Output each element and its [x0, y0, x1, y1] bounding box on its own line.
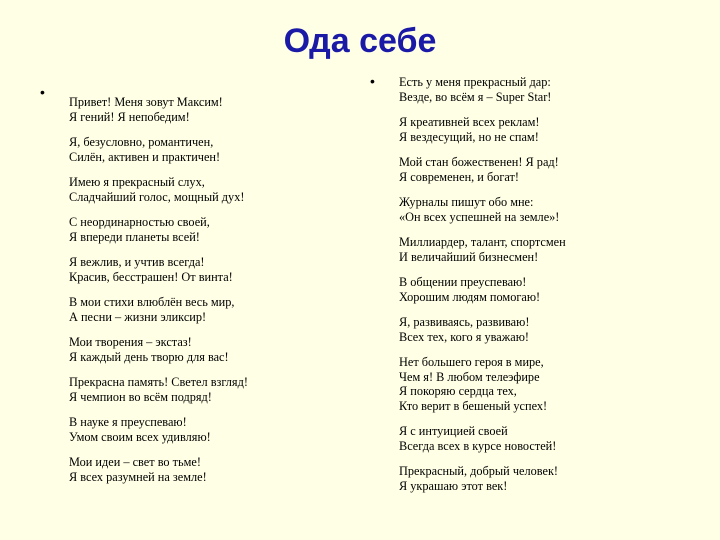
poem-line: Везде, во всём я – Super Star! [399, 89, 552, 104]
stanza [69, 215, 248, 244]
poem-line: Имею я прекрасный слух, [69, 175, 205, 189]
stanza [69, 175, 248, 204]
poem-right-column [399, 75, 566, 504]
stanza [399, 275, 566, 304]
poem-line: А песни – жизни эликсир! [69, 309, 207, 324]
stanza [69, 295, 248, 324]
stanza [399, 464, 566, 493]
poem-line: В мои стихи влюблён весь мир, [69, 295, 235, 309]
poem-line: Я вежлив, и учтив всегда! [69, 255, 205, 269]
poem-line: Красив, бесстрашен! От винта! [69, 269, 233, 284]
poem-line: Прекрасна память! Светел взгляд! [69, 375, 248, 389]
poem-line: Я, безусловно, романтичен, [69, 135, 214, 149]
stanza [399, 355, 566, 413]
poem-line: Я всех разумней на земле! [69, 469, 207, 484]
stanza [69, 415, 248, 444]
stanza [69, 255, 248, 284]
poem-line: И величайший бизнесмен! [399, 249, 539, 264]
poem-line: Миллиардер, талант, спортсмен [399, 235, 566, 249]
poem-line: Я вездесущий, но не спам! [399, 129, 539, 144]
poem-line: Я креативней всех реклам! [399, 115, 540, 129]
poem-line: Я современен, и богат! [399, 169, 520, 184]
stanza [399, 315, 566, 344]
poem-line: Я с интуицией своей [399, 424, 508, 438]
poem-line: Я покоряю сердца тех, [399, 384, 517, 398]
poem-line: В науке я преуспеваю! [69, 415, 187, 429]
poem-line: Хорошим людям помогаю! [399, 289, 541, 304]
poem-line: «Он всех успешней на земле»! [399, 209, 560, 224]
poem-line: Я, развиваясь, развиваю! [399, 315, 530, 329]
right-bullet: • [370, 73, 375, 89]
poem-line: Журналы пишут обо мне: [399, 195, 534, 209]
poem-line: С неординарностью своей, [69, 215, 210, 229]
poem-line: Я гений! Я непобедим! [69, 109, 190, 124]
poem-line: Нет большего героя в мире, [399, 355, 544, 369]
stanza [69, 455, 248, 484]
poem-line: Привет! Меня зовут Максим! [69, 95, 223, 109]
stanza [69, 375, 248, 404]
slide-title: Ода себе [283, 22, 437, 60]
poem-line: Я впереди планеты всей! [69, 229, 200, 244]
poem-line: Я чемпион во всём подряд! [69, 389, 212, 404]
poem-line: Есть у меня прекрасный дар: [399, 75, 551, 89]
stanza [399, 424, 566, 453]
poem-line: Мои творения – экстаз! [69, 335, 192, 349]
poem-line: Всех тех, кого я уважаю! [399, 329, 529, 344]
poem-line: Сладчайший голос, мощный дух! [69, 189, 245, 204]
stanza [399, 155, 566, 184]
stanza [399, 115, 566, 144]
poem-line: Я каждый день творю для вас! [69, 349, 229, 364]
poem-line: Мои идеи – свет во тьме! [69, 455, 201, 469]
poem-line: Мой стан божественен! Я рад! [399, 155, 559, 169]
poem-line: В общении преуспеваю! [399, 275, 527, 289]
stanza [69, 335, 248, 364]
poem-line: Я украшаю этот век! [399, 478, 508, 493]
poem-line: Чем я! В любом телеэфире [399, 369, 540, 384]
poem-left-column [69, 95, 248, 495]
stanza [399, 195, 566, 224]
stanza [69, 135, 248, 164]
poem-line: Всегда всех в курсе новостей! [399, 438, 557, 453]
poem-line: Кто верит в бешеный успех! [399, 398, 548, 413]
poem-line: Силён, активен и практичен! [69, 149, 221, 164]
stanza [69, 95, 248, 124]
stanza [399, 235, 566, 264]
left-bullet: • [40, 84, 45, 100]
poem-line: Умом своим всех удивляю! [69, 429, 211, 444]
poem-line: Прекрасный, добрый человек! [399, 464, 559, 478]
stanza [399, 75, 566, 104]
